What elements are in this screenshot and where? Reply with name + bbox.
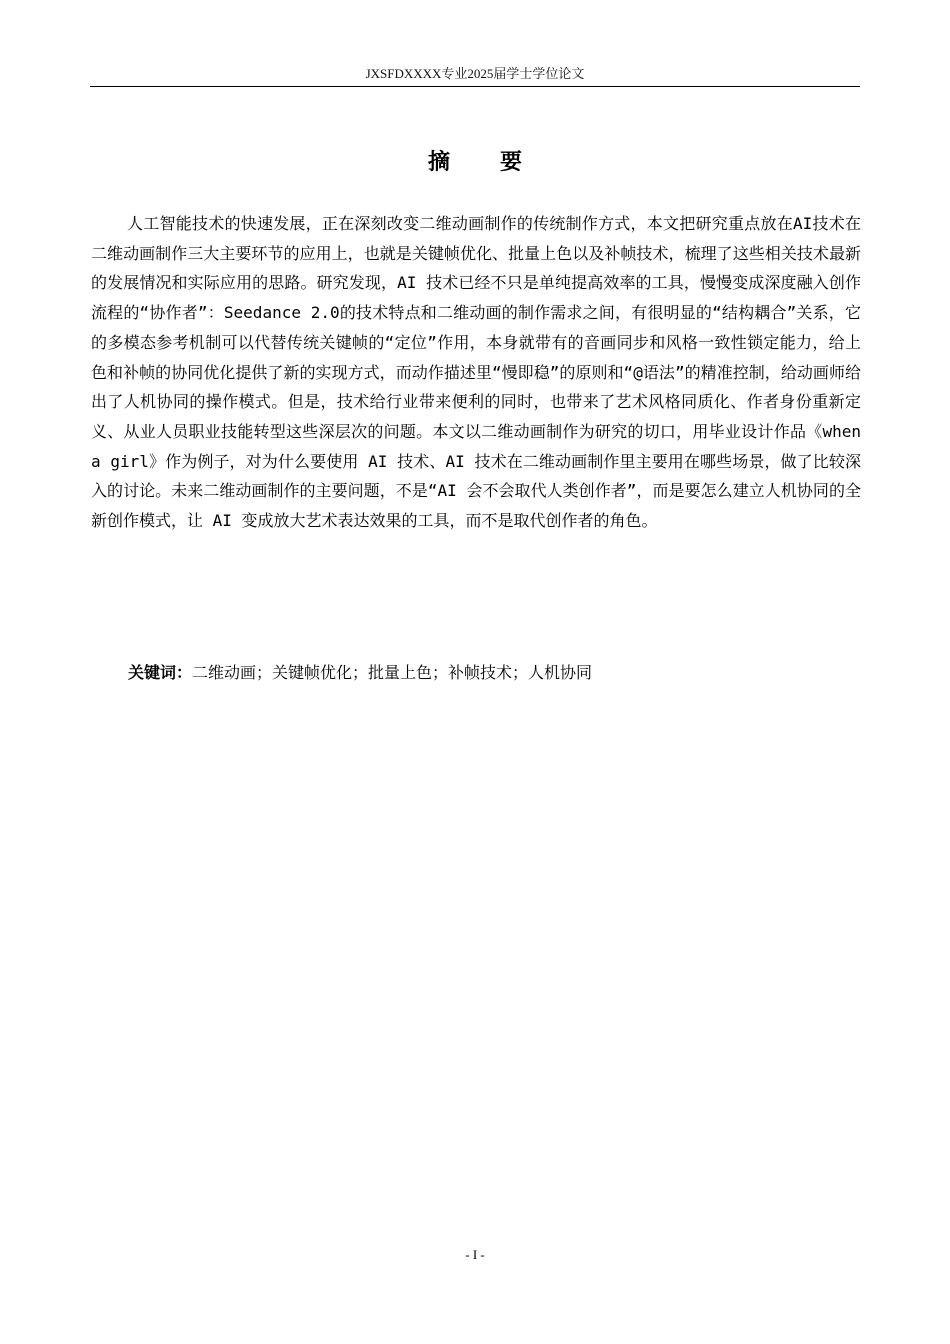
abstract-title (90, 148, 860, 178)
abstract-body: 人工智能技术的快速发展，正在深刻改变二维动画制作的传统制作方式，本文把研究重点放在AI技术在二维动画制作三大主要环节的应用上，也就是关键帧优化、批量上色以及补帧技术，梳理了这些相关技术最新的发展情况和实际应用的思路。研究发现，AI 技术已经不只是单纯提高效率的工具，慢慢变成深度融入创作流程的“协作者”：Seedance 2.0的技术特点和二维动画的制作需求之间，有很明显的“结构耦合”关系，它的多模态参考机制可以代替传统关键帧的“定位”作用，本身就带有的音画同步和风格一致性锁定能力，给上色和补帧的协同优化提供了新的实现方式，而动作描述里“慢即稳”的原则和“@语法”的精准控制，给动画师给出了人机协同的操作模式。但是，技术给行业带来便利的同时，也带来了艺术风格同质化、作者身份重新定义、从业人员职业技能转型这些深层次的问题。本文以二维动画制作为研究的切口，用毕业设计作品《when a girl》作为例子，对为什么要使用 AI 技术、AI 技术在二维动画制作里主要用在哪些场景，做了比较深入的讨论。未来二维动画制作的主要问题，不是“AI 会不会取代人类创作者”，而是要怎么建立人机协同的全新创作模式，让 AI 变成放大艺术表达效果的工具，而不是取代创作者的角色。 (91, 214, 861, 531)
keywords-label: 关键词： (128, 663, 193, 682)
abstract-title-char-2: 要 (500, 150, 523, 175)
keywords-line (128, 659, 868, 687)
page-number: - I - (465, 1247, 485, 1262)
header-rule (90, 86, 860, 87)
running-header: JXSFDXXXX专业2025届学士学位论文 (365, 66, 585, 81)
keywords-text: 二维动画；关键帧优化；批量上色；补帧技术；人机协同 (192, 663, 593, 682)
abstract-title-char-1: 摘 (427, 150, 450, 175)
